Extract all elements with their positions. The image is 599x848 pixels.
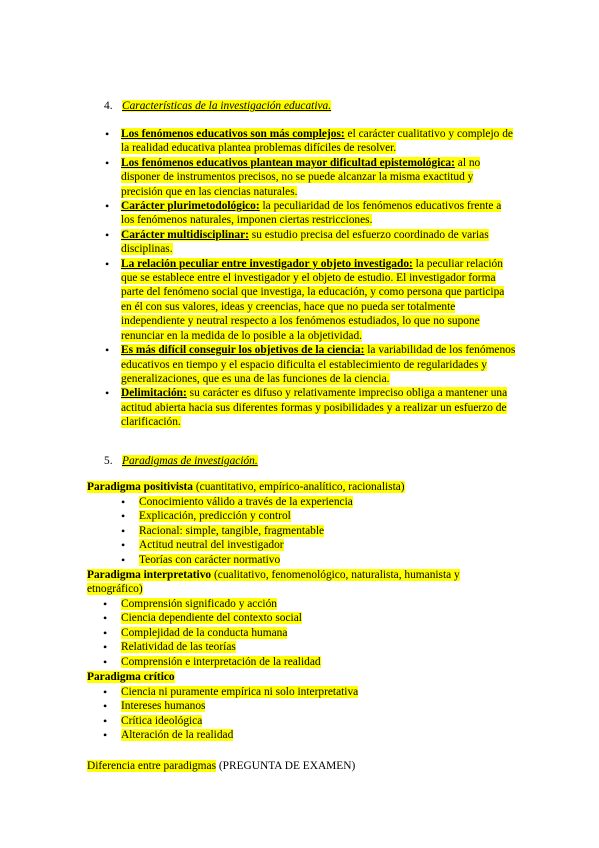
list-item: • Crítica ideológica [121, 714, 358, 728]
characteristics-list [121, 127, 516, 430]
item-text: su estudio precisa del esfuerzo coordinado de varias disciplinas. [121, 228, 489, 256]
item-term: Los fenómenos educativos son más complejos: [121, 128, 345, 140]
section-5-number: 5. [104, 455, 113, 467]
item-term: Carácter plurimetodológico: [121, 200, 260, 213]
paradigm-name: Paradigma interpretativo [87, 569, 212, 581]
item-term: Carácter multidisciplinar: [121, 228, 249, 241]
paradigm-positivista-heading [87, 480, 507, 494]
list-item: • Complejidad de la conducta humana [121, 626, 321, 640]
list-item: • Relatividad de las teorías [121, 640, 321, 654]
list-item: • Alteración de la realidad [121, 728, 358, 742]
paradigm-name: Paradigma positivista [87, 481, 193, 493]
list-item [121, 343, 516, 386]
item-term: Los fenómenos educativos plantean mayor dificultad epistemológica: [121, 156, 455, 169]
item-term: La relación peculiar entre investigador y objeto investigado: [121, 257, 413, 270]
list-item [121, 127, 516, 156]
list-item: • Conocimiento válido a través de la experiencia [139, 495, 353, 509]
item-text: el carácter cualitativo y complejo de la realidad educativa plantea problemas difíciles de resolver. [121, 128, 513, 155]
note-highlighted: Diferencia entre paradigmas [87, 760, 217, 772]
list-item: • Ciencia ni puramente empírica ni solo interpretativa [121, 685, 358, 699]
critico-list [121, 685, 358, 743]
section-5-title: Paradigmas de investigación. [122, 455, 258, 467]
section-4-title: Características de la investigación educativa. [122, 100, 332, 112]
item-term: Delimitación: [121, 387, 187, 400]
paradigm-critico-heading [87, 670, 507, 684]
list-item [121, 257, 516, 343]
paradigm-desc: (cualitativo, fenomenológico, naturalista, humanista y etnográfico) [87, 569, 460, 596]
section-4-number: 4. [104, 100, 113, 112]
section-5-heading [104, 455, 258, 467]
item-text: su carácter es difuso y relativamente impreciso obliga a mantener una actitud abierta hacia sus diferentes formas y posibilidades y a realizar un esfuerzo de clarificación. [121, 387, 508, 429]
list-item: • Comprensión significado y acción [121, 597, 321, 611]
list-item: • Ciencia dependiente del contexto social [121, 611, 321, 625]
list-item [121, 386, 516, 429]
list-item: • Explicación, predicción y control [139, 509, 353, 523]
item-term: Es más difícil conseguir los objetivos de la ciencia: [121, 344, 365, 357]
note-rest: (PREGUNTA DE EXAMEN) [216, 760, 356, 772]
list-item [121, 228, 516, 257]
item-text: al no disponer de instrumentos precisos, no se puede alcanzar la misma exactitud y precisión que en las ciencias naturales. [121, 156, 481, 198]
paradigm-name: Paradigma crítico [87, 671, 175, 683]
paradigm-difference-note [87, 759, 507, 773]
list-item: • Racional: simple, tangible, fragmentable [139, 524, 353, 538]
list-item: • Intereses humanos [121, 699, 358, 713]
item-text: la peculiar relación que se establece entre el investigador y el objeto de estudio. El investigador forma parte del fenómeno social que investiga, la educación, y como persona que participa en él con sus valores, ideas y creencias, hace que no pueda ser totalmente independiente y neutral respecto a los fenómenos estudiados, lo que no supone renunciar en la medida de lo posible a la objetividad. [121, 257, 505, 342]
list-item: • Comprensión e interpretación de la realidad [121, 655, 321, 669]
section-4-heading [104, 100, 331, 112]
positivista-list [139, 495, 353, 567]
item-text: la peculiaridad de los fenómenos educativos frente a los fenómenos naturales, imponen ciertas restricciones. [121, 200, 502, 227]
item-text: la variabilidad de los fenómenos educativos en tiempo y el espacio dificulta el establecimiento de regularidades y generalizaciones, que es una de las funciones de la ciencia. [121, 344, 516, 385]
list-item: • Actitud neutral del investigador [139, 538, 353, 552]
list-item [121, 199, 516, 228]
list-item: • Teorías con carácter normativo [139, 553, 353, 567]
paradigm-desc: (cuantitativo, empírico-analítico, racionalista) [193, 481, 405, 493]
list-item [121, 156, 516, 199]
paradigm-interpretativo-heading [87, 568, 507, 597]
interpretativo-list [121, 597, 321, 669]
